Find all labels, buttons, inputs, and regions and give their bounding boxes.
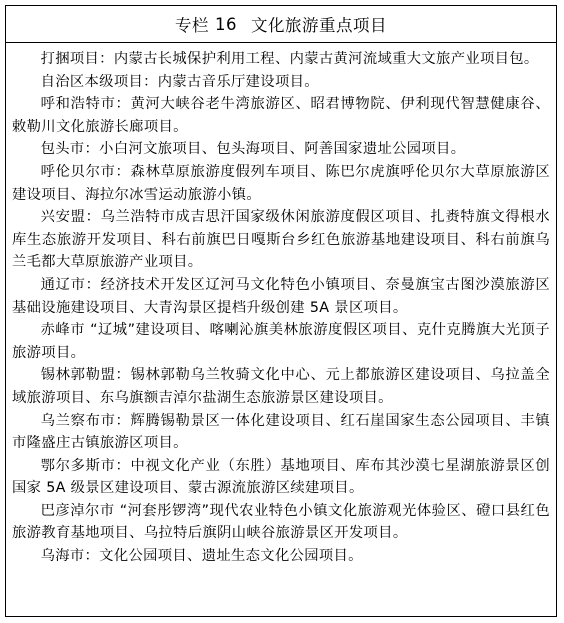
project-paragraph-hohhot: 呼和浩特市：黄河大峡谷老牛湾旅游区、昭君博物院、伊利现代智慧健康谷、敕勒川文化旅游长廊项目。 <box>12 96 550 135</box>
project-paragraph-wuhai: 乌海市：文化公园项目、遗址生态文化公园项目。 <box>40 548 363 565</box>
project-paragraph-baotou: 包头市：小白河文旅项目、包头海项目、阿善国家遗址公园项目。 <box>40 141 466 158</box>
column-content <box>6 43 556 568</box>
column-prefix: 专栏 <box>175 16 209 35</box>
project-paragraph-bayannur: 巴彦淖尔市 “河套彤锣湾”现代农业特色小镇文化旅游观光体验区、磴口县红色旅游教育基地项目、乌拉特后旗阴山峡谷旅游景区开发项目。 <box>12 502 550 542</box>
project-paragraph-ulanqab: 乌兰察布市：辉腾锡勒景区一体化建设项目、红石崖国家生态公园项目、丰镇市隆盛庄古镇旅游区项目。 <box>12 412 550 452</box>
column-title: 文化旅游重点项目 <box>251 16 387 35</box>
project-paragraph-ordos: 鄂尔多斯市：中视文化产业（东胜）基地项目、库布其沙漠七星湖旅游景区创国家 5A 级景区建设项目、蒙古源流旅游区续建项目。 <box>12 457 550 497</box>
project-paragraph-hinggan: 兴安盟：乌兰浩特市成吉思汗国家级休闲旅游度假区项目、扎赉特旗文得根水库生态旅游开发项目、科右前旗巴日嘎斯台乡红色旅游基地建设项目、科右前旗乌兰毛都大草原旅游产业项目。 <box>12 209 550 271</box>
project-paragraph-packaged: 打捆项目：内蒙古长城保护利用工程、内蒙古黄河流域重大文旅产业项目包。 <box>40 51 539 67</box>
project-paragraph-hulunbuir: 呼伦贝尔市：森林草原旅游度假列车项目、陈巴尔虎旗呼伦贝尔大草原旅游区建设项目、海拉尔冰雪运动旅游小镇。 <box>12 163 550 203</box>
project-column-box <box>5 5 557 617</box>
project-paragraph-tongliao: 通辽市：经济技术开发区辽河马文化特色小镇项目、奈曼旗宝古图沙漠旅游区基础设施建设项目、大青沟景区提档升级创建 5A 景区项目。 <box>12 276 550 316</box>
project-paragraph-chifeng: 赤峰市 “辽城”建设项目、喀喇沁旗美林旅游度假区项目、克什克腾旗大光顶子旅游项目。 <box>12 322 550 361</box>
project-paragraph-xilingol: 锡林郭勒盟：锡林郭勒乌兰牧骑文化中心、元上都旅游区建设项目、乌拉盖全域旅游项目、东乌旗额吉淖尔盐湖生态旅游景区建设项目。 <box>12 367 550 406</box>
column-header <box>6 6 556 43</box>
project-paragraph-region-level: 自治区本级项目：内蒙古音乐厅建设项目。 <box>40 73 319 90</box>
column-number: 16 <box>215 14 237 34</box>
